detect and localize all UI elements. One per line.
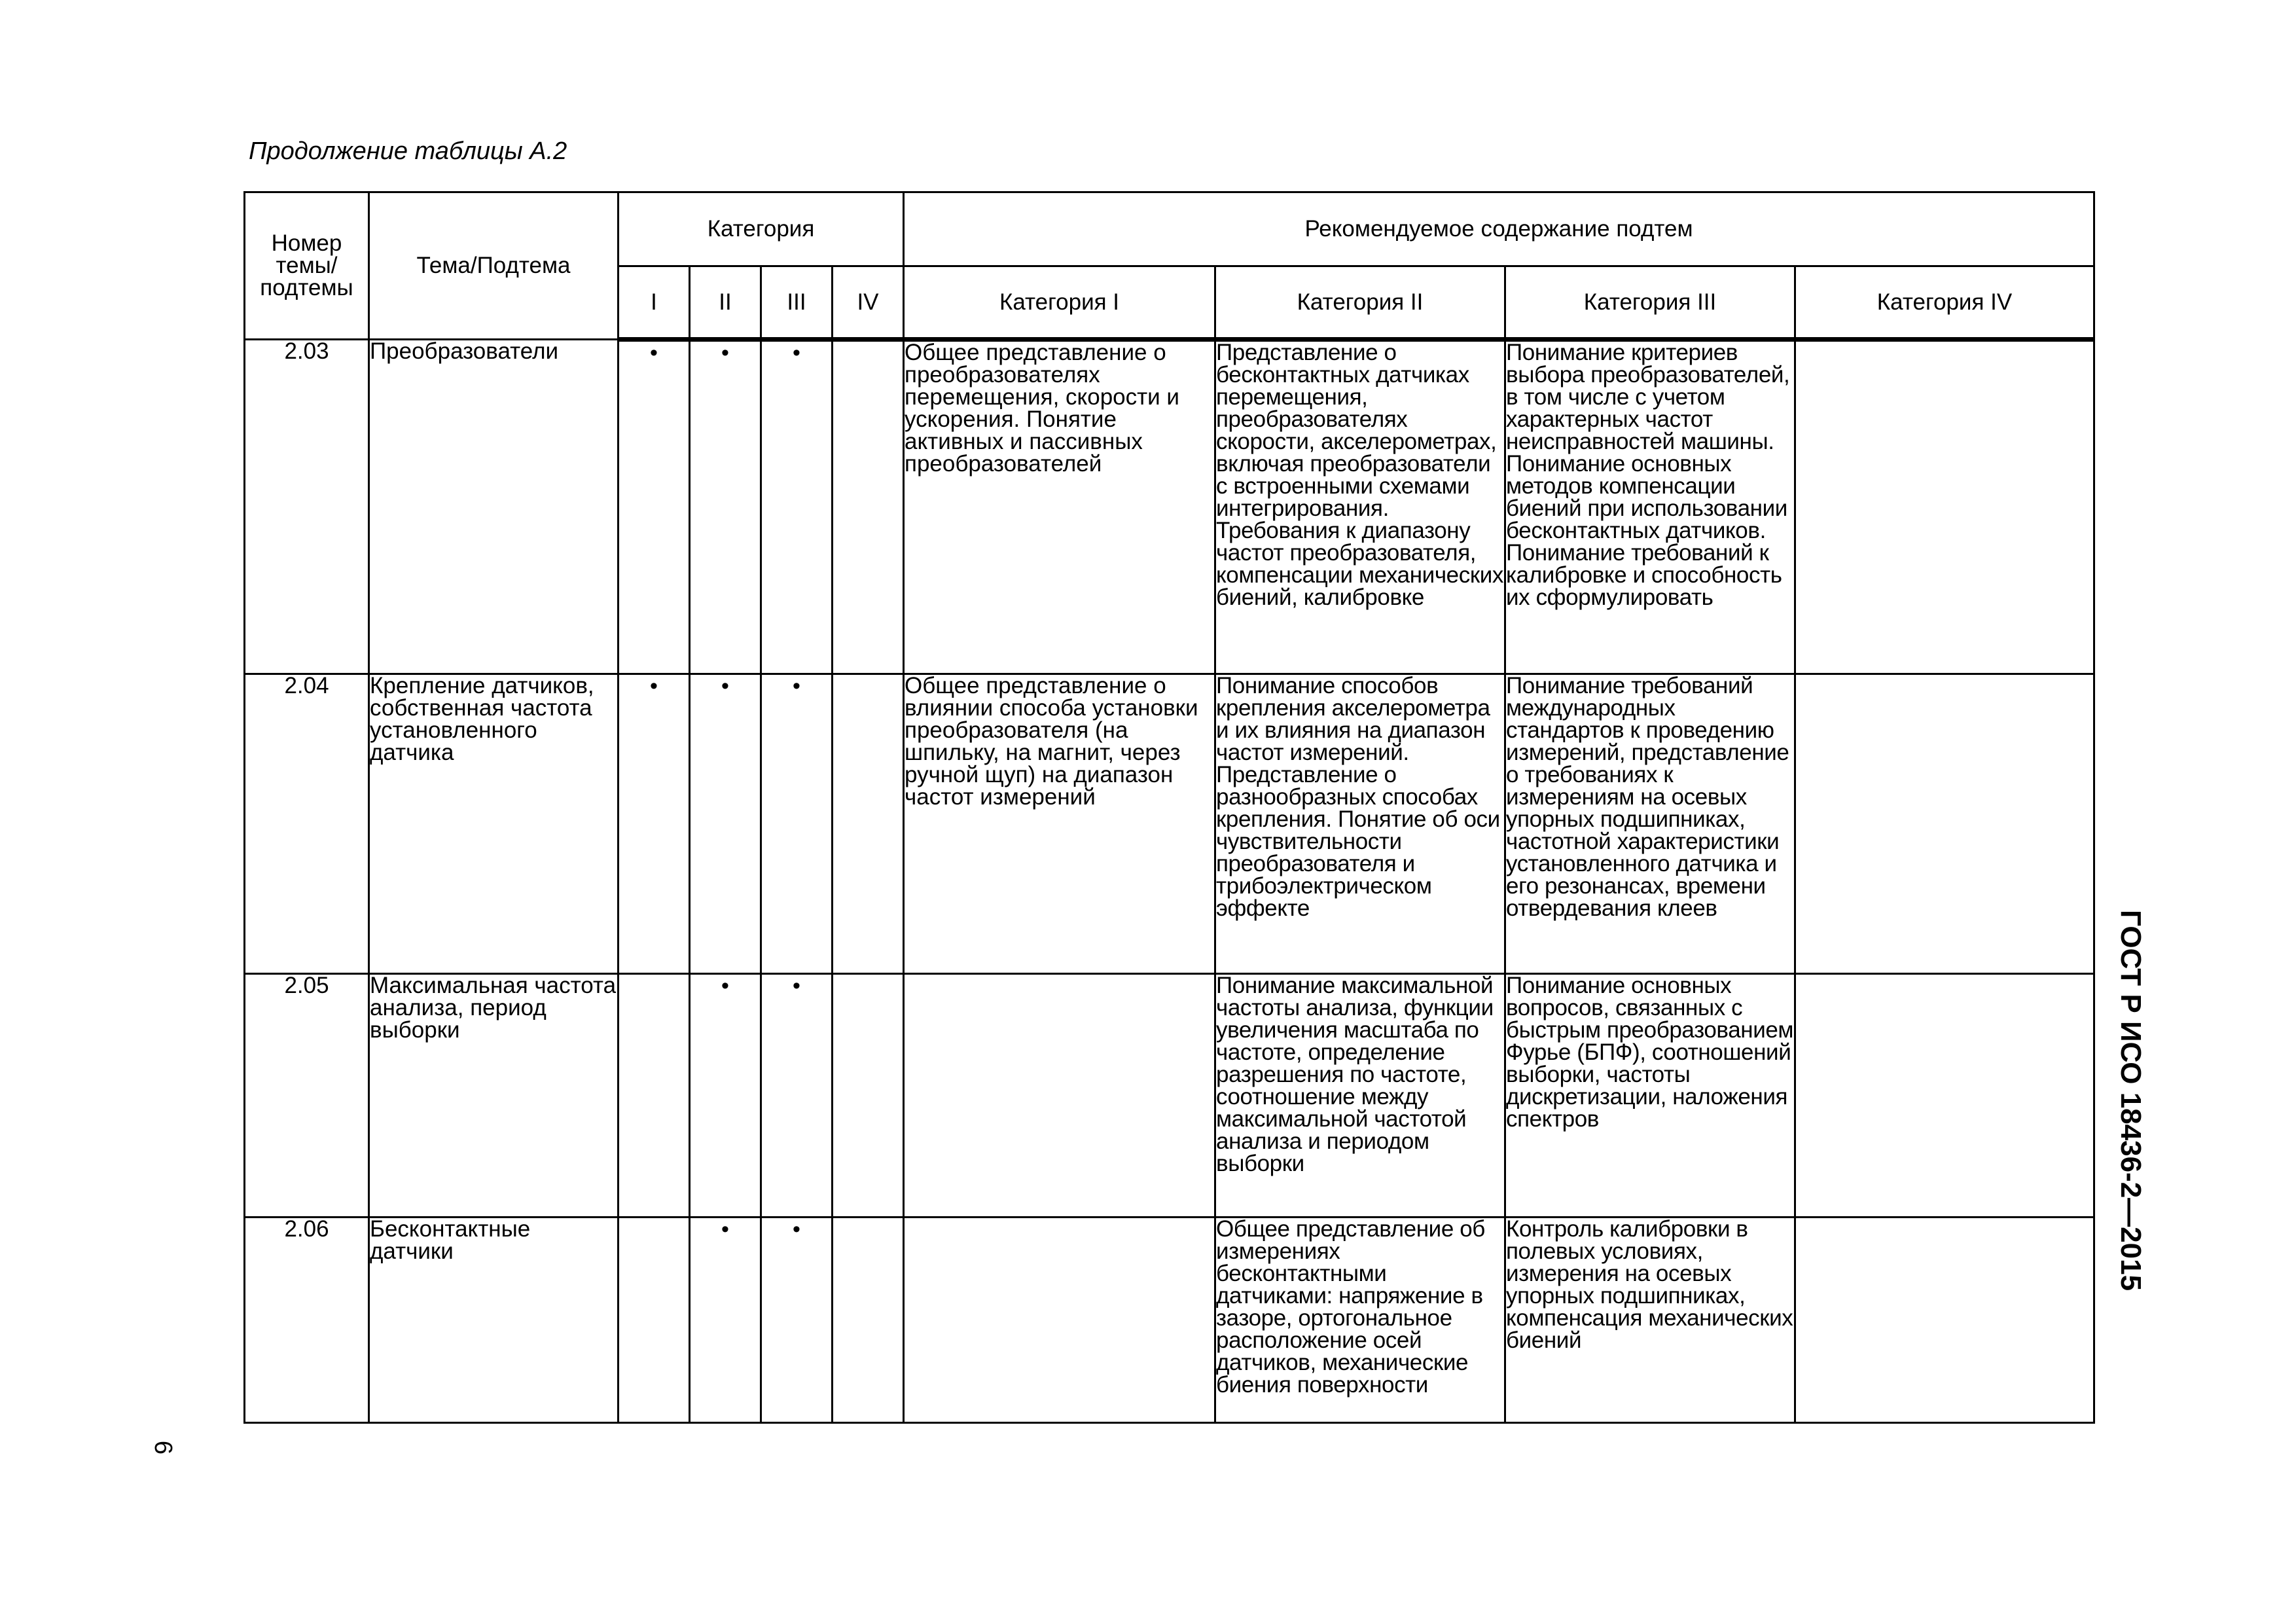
- row-topic: Максимальная частота анализа, период выборки: [369, 974, 619, 1218]
- content-category-4: [1795, 1218, 2094, 1423]
- header-roman-3: III: [761, 266, 833, 340]
- content-category-2: Понимание способов крепления акселерометра и их влияния на диапазон частот измерений. Представление о разнообразных способах крепления. Понятие об оси чувствительности преобразователя и трибоэлектрическом эффекте: [1215, 674, 1505, 974]
- content-category-2: Понимание максимальной частоты анализа, функции увеличения масштаба по частоте, определение разрешения по частоте, соотношение между максимальной частотой анализа и периодом выборки: [1215, 974, 1505, 1218]
- content-category-1: Общее представление о преобразователях перемещения, скорости и ускорения. Понятие активных и пассивных преобразователей: [904, 340, 1215, 674]
- header-content-category-4: Категория IV: [1795, 266, 2094, 340]
- row-number: 2.05: [245, 974, 369, 1218]
- row-topic: Бесконтактные датчики: [369, 1218, 619, 1423]
- category-mark: [833, 1218, 904, 1423]
- row-number: 2.03: [245, 340, 369, 674]
- header-roman-4: IV: [833, 266, 904, 340]
- content-category-2: Представление о бесконтактных датчиках перемещения, преобразователях скорости, акселерометрах, включая преобразователи с встроенными схемами интегрирования. Требования к диапазону частот преобразователя, компенсации механических биений, калибровке: [1215, 340, 1505, 674]
- table-row: [245, 974, 2094, 1218]
- header-recommended: Рекомендуемое содержание подтем: [904, 192, 2094, 266]
- category-mark: •: [690, 1218, 761, 1423]
- requirements-table: [243, 191, 2095, 1424]
- header-category: Категория: [619, 192, 904, 266]
- row-number: 2.04: [245, 674, 369, 974]
- content-category-4: [1795, 674, 2094, 974]
- table-row: [245, 1218, 2094, 1423]
- category-mark: •: [619, 674, 690, 974]
- table-row: [245, 674, 2094, 974]
- content-category-4: [1795, 974, 2094, 1218]
- category-mark: •: [761, 974, 833, 1218]
- category-mark: •: [690, 974, 761, 1218]
- table-row: [245, 340, 2094, 674]
- content-category-3: Понимание основных вопросов, связанных с быстрым преобразованием Фурье (БПФ), соотношений выборки, частоты дискретизации, наложения спектров: [1505, 974, 1795, 1218]
- content-category-1: [904, 1218, 1215, 1423]
- content-category-4: [1795, 340, 2094, 674]
- page-number: 6: [149, 1440, 177, 1455]
- row-topic: Преобразователи: [369, 340, 619, 674]
- header-roman-1: I: [619, 266, 690, 340]
- content-category-1: Общее представление о влиянии способа установки преобразователя (на шпильку, на магнит, через ручной щуп) на диапазон частот измерений: [904, 674, 1215, 974]
- header-content-category-3: Категория III: [1505, 266, 1795, 340]
- category-mark: [619, 974, 690, 1218]
- row-number: 2.06: [245, 1218, 369, 1423]
- standard-designation: ГОСТ Р ИСО 18436-2—2015: [2115, 910, 2147, 1291]
- content-category-1: [904, 974, 1215, 1218]
- category-mark: •: [761, 1218, 833, 1423]
- category-mark: •: [690, 674, 761, 974]
- content-category-3: Понимание требований международных стандартов к проведению измерений, представление о требованиях к измерениям на осевых упорных подшипниках, частотной характеристики установленного датчика и его резонансах, времени отвердевания клеев: [1505, 674, 1795, 974]
- row-topic: Крепление датчиков, собственная частота установленного датчика: [369, 674, 619, 974]
- category-mark: [833, 974, 904, 1218]
- content-category-3: Контроль калибровки в полевых условиях, измерения на осевых упорных подшипниках, компенсация механических биений: [1505, 1218, 1795, 1423]
- category-mark: •: [761, 674, 833, 974]
- header-content-category-1: Категория I: [904, 266, 1215, 340]
- header-number: Номер темы/ подтемы: [245, 192, 369, 340]
- table-caption: Продолжение таблицы А.2: [249, 137, 567, 165]
- header-roman-2: II: [690, 266, 761, 340]
- header-content-category-2: Категория II: [1215, 266, 1505, 340]
- category-mark: •: [690, 340, 761, 674]
- content-category-2: Общее представление об измерениях бесконтактными датчиками: напряжение в зазоре, ортогональное расположение осей датчиков, механические биения поверхности: [1215, 1218, 1505, 1423]
- category-mark: •: [761, 340, 833, 674]
- category-mark: [833, 674, 904, 974]
- category-mark: [619, 1218, 690, 1423]
- header-topic: Тема/Подтема: [369, 192, 619, 340]
- content-category-3: Понимание критериев выбора преобразователей, в том числе с учетом характерных частот неисправностей машины. Понимание основных методов компенсации биений при использовании бесконтактных датчиков. Понимание требований к калибровке и способность их сформулировать: [1505, 340, 1795, 674]
- category-mark: [833, 340, 904, 674]
- category-mark: •: [619, 340, 690, 674]
